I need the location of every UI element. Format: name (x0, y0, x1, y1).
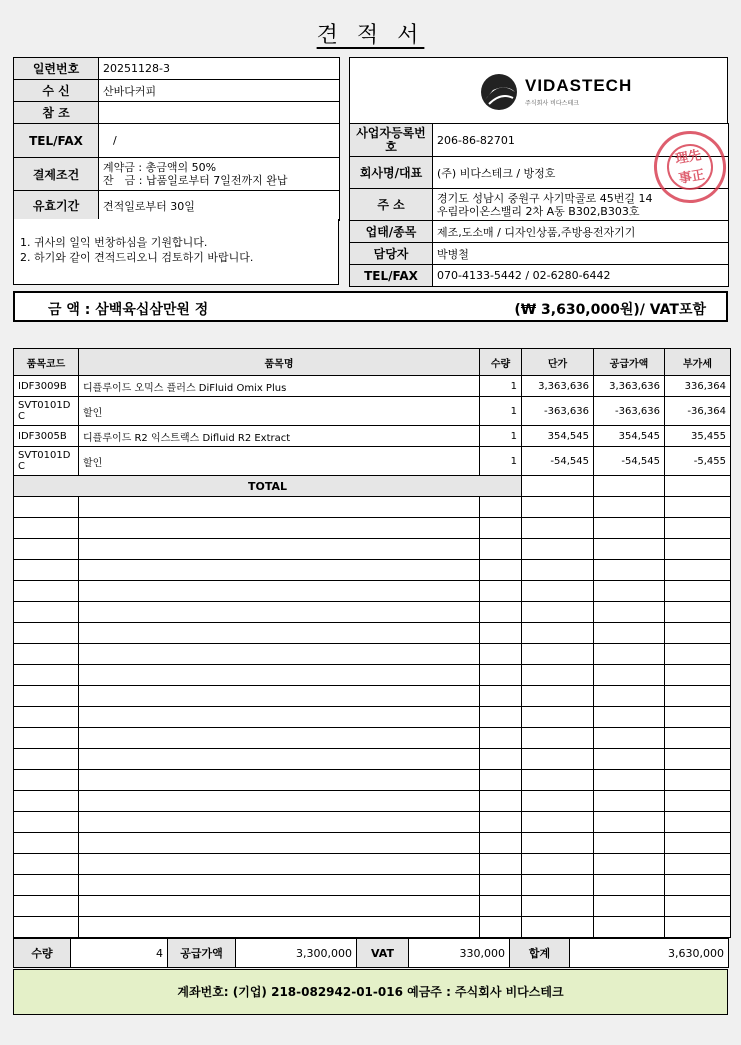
empty-cell (522, 539, 594, 560)
empty-cell (594, 560, 665, 581)
item-qty: 1 (480, 376, 522, 397)
total-cell (522, 476, 594, 497)
total-row (14, 476, 731, 497)
empty-cell (594, 749, 665, 770)
empty-row (14, 707, 731, 728)
empty-cell (14, 791, 79, 812)
empty-row (14, 581, 731, 602)
empty-cell (522, 854, 594, 875)
empty-cell (594, 602, 665, 623)
empty-cell (14, 833, 79, 854)
empty-cell (665, 707, 731, 728)
item-code: SVT0101DC (14, 447, 79, 476)
empty-cell (594, 791, 665, 812)
empty-row (14, 644, 731, 665)
empty-cell (79, 833, 480, 854)
empty-cell (522, 833, 594, 854)
company-tel-value: 070-4133-5442 / 02-6280-6442 (433, 265, 729, 287)
empty-cell (14, 707, 79, 728)
item-price: 354,545 (522, 426, 594, 447)
empty-cell (594, 875, 665, 896)
empty-row (14, 770, 731, 791)
tel-value: / (99, 124, 340, 158)
empty-cell (665, 665, 731, 686)
empty-cell (480, 833, 522, 854)
empty-row (14, 791, 731, 812)
table-row (14, 447, 731, 476)
empty-cell (522, 707, 594, 728)
company-logo-box (349, 57, 728, 123)
empty-row (14, 749, 731, 770)
empty-cell (79, 623, 480, 644)
empty-cell (522, 602, 594, 623)
empty-row (14, 623, 731, 644)
empty-cell (79, 602, 480, 623)
empty-cell (665, 497, 731, 518)
summary-vat-value: 330,000 (409, 939, 510, 968)
empty-cell (79, 539, 480, 560)
empty-cell (594, 644, 665, 665)
empty-cell (79, 854, 480, 875)
item-code: IDF3009B (14, 376, 79, 397)
empty-cell (480, 623, 522, 644)
empty-cell (522, 728, 594, 749)
empty-cell (480, 602, 522, 623)
empty-cell (594, 539, 665, 560)
ref-label: 참 조 (14, 102, 99, 124)
empty-cell (522, 896, 594, 917)
valid-label: 유효기간 (14, 191, 99, 221)
item-vat: 336,364 (665, 376, 731, 397)
empty-cell (480, 665, 522, 686)
header-name: 품목명 (79, 349, 480, 376)
empty-cell (594, 728, 665, 749)
item-qty: 1 (480, 426, 522, 447)
empty-cell (665, 854, 731, 875)
empty-cell (14, 581, 79, 602)
empty-cell (594, 854, 665, 875)
amount-korean: 금 액 : 삼백육십삼만원 정 (48, 302, 209, 318)
empty-cell (79, 686, 480, 707)
empty-cell (14, 518, 79, 539)
empty-cell (79, 665, 480, 686)
empty-cell (14, 644, 79, 665)
empty-cell (480, 917, 522, 938)
empty-cell (14, 770, 79, 791)
item-vat: -36,364 (665, 397, 731, 426)
empty-row (14, 560, 731, 581)
empty-cell (522, 518, 594, 539)
empty-row (14, 896, 731, 917)
total-cell (594, 476, 665, 497)
empty-cell (522, 791, 594, 812)
item-supply: 354,545 (594, 426, 665, 447)
empty-cell (480, 644, 522, 665)
empty-cell (480, 707, 522, 728)
empty-cell (594, 770, 665, 791)
empty-cell (522, 686, 594, 707)
empty-cell (594, 686, 665, 707)
empty-cell (594, 812, 665, 833)
company-logo-icon (477, 70, 521, 114)
empty-row (14, 854, 731, 875)
empty-cell (522, 644, 594, 665)
empty-cell (522, 623, 594, 644)
empty-row (14, 539, 731, 560)
summary-sum-value: 3,630,000 (570, 939, 729, 968)
total-cell (665, 476, 731, 497)
items-table (13, 348, 731, 938)
company-name-label: 회사명/대표 (350, 157, 433, 189)
total-amount-bar (13, 291, 728, 322)
item-supply: -54,545 (594, 447, 665, 476)
empty-cell (594, 917, 665, 938)
header-price: 단가 (522, 349, 594, 376)
empty-cell (14, 602, 79, 623)
business-label: 업태/종목 (350, 221, 433, 243)
reg-value: 206-86-82701 (433, 124, 729, 157)
empty-cell (480, 875, 522, 896)
summary-sum-label: 합계 (510, 939, 570, 968)
empty-cell (522, 875, 594, 896)
empty-cell (665, 791, 731, 812)
item-qty: 1 (480, 447, 522, 476)
item-name: 할인 (79, 447, 480, 476)
address-line-2: 우림라이온스밸리 2차 A동 B302,B303호 (437, 204, 640, 218)
company-tel-label: TEL/FAX (350, 265, 433, 287)
empty-cell (594, 896, 665, 917)
empty-row (14, 497, 731, 518)
empty-cell (480, 896, 522, 917)
empty-cell (522, 560, 594, 581)
empty-cell (665, 770, 731, 791)
empty-cell (14, 728, 79, 749)
empty-cell (14, 560, 79, 581)
empty-cell (79, 581, 480, 602)
empty-row (14, 602, 731, 623)
reg-label: 사업자등록번호 (350, 124, 433, 157)
to-value: 산바다커피 (99, 80, 340, 102)
empty-cell (79, 812, 480, 833)
empty-cell (79, 644, 480, 665)
ref-value (99, 102, 340, 124)
amount-numeric: (₩ 3,630,000원)/ VAT포함 (514, 302, 706, 318)
header-qty: 수량 (480, 349, 522, 376)
empty-cell (522, 665, 594, 686)
empty-cell (665, 560, 731, 581)
header-supply: 공급가액 (594, 349, 665, 376)
empty-cell (665, 623, 731, 644)
item-code: SVT0101DC (14, 397, 79, 426)
empty-cell (665, 581, 731, 602)
payment-value (99, 158, 340, 191)
notes-box (13, 219, 339, 285)
empty-cell (480, 728, 522, 749)
summary-table (13, 938, 729, 968)
empty-cell (480, 539, 522, 560)
header-code: 품목코드 (14, 349, 79, 376)
empty-cell (522, 812, 594, 833)
empty-cell (480, 581, 522, 602)
empty-cell (14, 665, 79, 686)
empty-cell (522, 749, 594, 770)
empty-row (14, 833, 731, 854)
item-vat: 35,455 (665, 426, 731, 447)
empty-cell (79, 560, 480, 581)
empty-cell (665, 518, 731, 539)
empty-cell (665, 749, 731, 770)
table-row (14, 397, 731, 426)
empty-cell (480, 686, 522, 707)
document-title: 견 적 서 (316, 23, 425, 48)
company-name-value: (주) 비다스테크 / 방정호 (433, 157, 729, 189)
empty-row (14, 665, 731, 686)
empty-cell (665, 875, 731, 896)
empty-cell (79, 875, 480, 896)
logo-subtext: 주식회사 비다스테크 (525, 100, 580, 107)
note-line: 2. 하기와 같이 견적드리오니 검토하기 바랍니다. (20, 251, 254, 264)
empty-cell (480, 749, 522, 770)
empty-cell (79, 518, 480, 539)
summary-qty-value: 4 (71, 939, 168, 968)
summary-supply-value: 3,300,000 (236, 939, 357, 968)
total-label: TOTAL (14, 476, 522, 497)
payment-line-1: 계약금 : 총금액의 50% (103, 161, 217, 174)
table-row (14, 426, 731, 447)
empty-cell (480, 518, 522, 539)
item-price: 3,363,636 (522, 376, 594, 397)
empty-cell (480, 854, 522, 875)
empty-cell (79, 728, 480, 749)
empty-row (14, 518, 731, 539)
empty-cell (594, 833, 665, 854)
empty-cell (665, 917, 731, 938)
empty-cell (665, 812, 731, 833)
empty-cell (522, 917, 594, 938)
manager-label: 담당자 (350, 243, 433, 265)
item-name: 할인 (79, 397, 480, 426)
empty-row (14, 875, 731, 896)
empty-cell (665, 896, 731, 917)
note-line: 1. 귀사의 일익 번창하심을 기원합니다. (20, 236, 208, 249)
bank-account-info: 계좌번호: (기업) 218-082942-01-016 예금주 : 주식회사 비다스테크 (13, 969, 728, 1015)
tel-label: TEL/FAX (14, 124, 99, 158)
serial-label: 일련번호 (14, 58, 99, 80)
item-price: -54,545 (522, 447, 594, 476)
empty-row (14, 812, 731, 833)
empty-cell (665, 644, 731, 665)
empty-cell (594, 497, 665, 518)
empty-cell (14, 497, 79, 518)
summary-vat-label: VAT (357, 939, 409, 968)
empty-cell (14, 686, 79, 707)
empty-cell (14, 875, 79, 896)
to-label: 수 신 (14, 80, 99, 102)
manager-value: 박병철 (433, 243, 729, 265)
empty-cell (79, 497, 480, 518)
empty-cell (594, 518, 665, 539)
table-row (14, 376, 731, 397)
empty-cell (665, 728, 731, 749)
empty-cell (594, 665, 665, 686)
empty-cell (480, 770, 522, 791)
empty-cell (14, 749, 79, 770)
empty-cell (79, 791, 480, 812)
empty-cell (665, 602, 731, 623)
empty-row (14, 917, 731, 938)
empty-cell (79, 707, 480, 728)
empty-cell (14, 812, 79, 833)
payment-label: 결제조건 (14, 158, 99, 191)
item-supply: 3,363,636 (594, 376, 665, 397)
empty-cell (665, 539, 731, 560)
empty-cell (14, 623, 79, 644)
item-price: -363,636 (522, 397, 594, 426)
empty-cell (79, 770, 480, 791)
address-label: 주 소 (350, 189, 433, 221)
empty-cell (14, 854, 79, 875)
payment-line-2: 잔 금 : 납품일로부터 7일전까지 완납 (103, 174, 288, 187)
empty-cell (480, 560, 522, 581)
empty-cell (665, 833, 731, 854)
header-vat: 부가세 (665, 349, 731, 376)
serial-value: 20251128-3 (99, 58, 340, 80)
empty-cell (480, 812, 522, 833)
empty-cell (522, 770, 594, 791)
empty-cell (480, 791, 522, 812)
address-line-1: 경기도 성남시 중원구 사기막골로 45번길 14 (437, 191, 653, 205)
item-supply: -363,636 (594, 397, 665, 426)
empty-row (14, 686, 731, 707)
empty-cell (79, 749, 480, 770)
empty-cell (480, 497, 522, 518)
valid-value: 견적일로부터 30일 (99, 191, 340, 221)
empty-cell (665, 686, 731, 707)
empty-row (14, 728, 731, 749)
logo-text: VIDASTECH (525, 76, 633, 95)
empty-cell (594, 581, 665, 602)
item-vat: -5,455 (665, 447, 731, 476)
summary-supply-label: 공급가액 (168, 939, 236, 968)
seal-text: 理先 事正 (663, 140, 716, 193)
empty-cell (594, 707, 665, 728)
recipient-info-table (13, 57, 340, 221)
empty-cell (14, 917, 79, 938)
item-name: 디플루이드 R2 익스트랙스 Difluid R2 Extract (79, 426, 480, 447)
summary-qty-label: 수량 (14, 939, 71, 968)
empty-cell (79, 917, 480, 938)
item-name: 디플루이드 오믹스 플러스 DiFluid Omix Plus (79, 376, 480, 397)
empty-cell (14, 896, 79, 917)
empty-cell (79, 896, 480, 917)
item-qty: 1 (480, 397, 522, 426)
business-value: 제조,도소매 / 디자인상품,주방용전자기기 (433, 221, 729, 243)
empty-cell (522, 581, 594, 602)
empty-cell (594, 623, 665, 644)
item-code: IDF3005B (14, 426, 79, 447)
empty-cell (14, 539, 79, 560)
empty-cell (522, 497, 594, 518)
